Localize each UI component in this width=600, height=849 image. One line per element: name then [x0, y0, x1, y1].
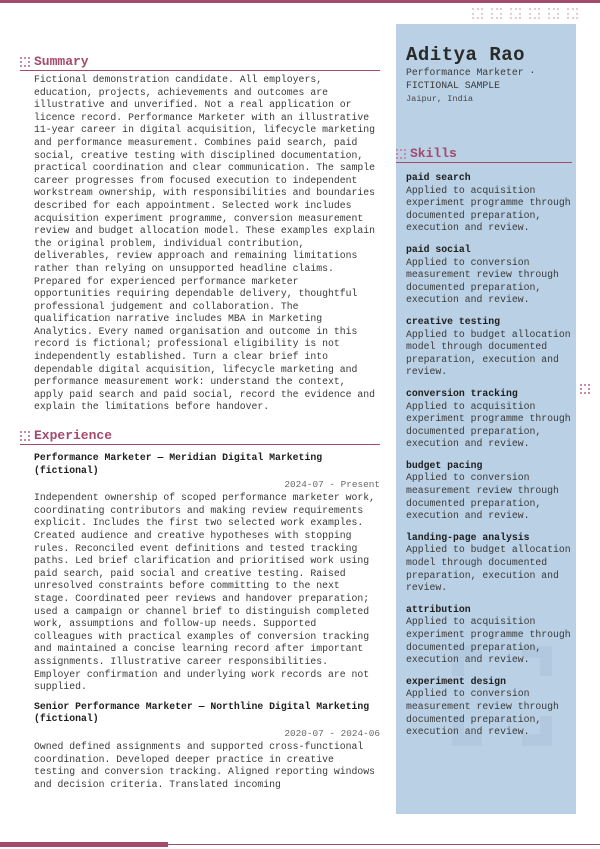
decorative-dot-icon [567, 8, 578, 19]
skills-section [396, 146, 572, 739]
section-marker-icon [20, 431, 30, 441]
candidate-location: Jaipur, India [406, 94, 474, 104]
skill-name: creative testing [406, 315, 501, 327]
summary-title: Summary [34, 54, 89, 69]
skill-item [406, 244, 572, 307]
skill-description: Applied to conversion measurement review through documented preparation, execution and review. [406, 472, 559, 522]
skill-name: landing-page analysis [406, 531, 530, 543]
skill-description: Applied to acquisition experiment programme through documented preparation, execution and review. [406, 616, 571, 666]
job-dates: 2020-07 - 2024-06 [284, 727, 380, 739]
skill-item [406, 172, 572, 235]
decorative-dot-icon [491, 8, 502, 19]
skill-name: paid social [406, 243, 471, 255]
job-entry [34, 701, 380, 792]
job-description: Independent ownership of scoped performance marketer work, coordinating contributors and making review requirements explicit. Includes the first two selected work examples. Created audience and creative hypotheses with stopping rules. Reconciled event definitions and tested tracking paths. Led brief clarification and prioritised work using paid search, paid social and creative testing. Raised unresolved constraints before committing to the next stage. Coordinated peer reviews and handover preparation; used a campaign or channel brief to distinguish completed work, assumptions and follow-up needs. Supported colleagues with practical examples of conversion tracking and maintained a concise learning record after important assignments. Illustrative career responsibilities. Employer confirmation and underlying work records are not supplied. [34, 492, 375, 693]
skill-item [406, 676, 572, 739]
skill-item [406, 388, 572, 451]
candidate-role: Performance Marketer · FICTIONAL SAMPLE [406, 67, 536, 91]
summary-heading [20, 54, 380, 71]
decorative-dot-icon [529, 8, 540, 19]
decorative-dot-icon [510, 8, 521, 19]
skill-item [406, 316, 572, 379]
skill-name: attribution [406, 603, 471, 615]
experience-title: Experience [34, 428, 113, 444]
decorative-corner-icon [580, 384, 590, 394]
skill-description: Applied to budget allocation model through documented preparation, execution and review. [406, 328, 571, 378]
skill-name: paid search [406, 172, 471, 183]
decorative-dot-icon [548, 8, 559, 19]
skill-description: Applied to conversion measurement review through documented preparation, execution and review. [406, 256, 559, 306]
sidebar [396, 24, 576, 814]
skill-description: Applied to acquisition experiment programme through documented preparation, execution and review. [406, 400, 571, 450]
section-marker-icon [396, 149, 406, 159]
job-title: Senior Performance Marketer — Northline Digital Marketing (fictional) [34, 700, 370, 725]
top-accent-bar [0, 0, 600, 3]
skill-name: budget pacing [406, 459, 483, 471]
skill-item [406, 460, 572, 523]
main-column [20, 54, 380, 791]
candidate-name: Aditya Rao [406, 44, 526, 66]
summary-text: Fictional demonstration candidate. All employers, education, projects, achievements and outcomes are illustrative and unverified. Not a real application or licence record. Performance Marketer with an illustrative 11-year career in digital acquisition, lifecycle marketing and performance measurement. Combines paid search, paid social, creative testing with disciplined documentation, practical coordination and clear communication. The sample career progresses from focused execution to independent workstream ownership, with responsibilities and boundaries described for each appointment. Selected work includes acquisition experiment programme, conversion measurement review and budget allocation model. These examples explain the original problem, individual contribution, deliverables, review approach and remaining limitations rather than relying on unsupported headline claims. Prepared for experienced performance marketer opportunities requiring dependable delivery, thoughtful professional judgement and collaboration. The qualification narrative includes MBA in Marketing Analytics. Every named organisation and outcome in this record is fictional; professional eligibility is not independently established. Turn a clear brief into dependable digital acquisition, lifecycle marketing and performance measurement work: understand the context, apply paid search and paid social, record the evidence and explain the limitations before handover. [34, 74, 375, 413]
experience-heading [20, 428, 380, 445]
job-entry [34, 452, 380, 694]
job-description: Owned defined assignments and supported cross-functional coordination. Developed deeper practice in creative testing and conversion tracking. Aligned reporting windows and decision criteria. Translated incoming [34, 740, 375, 790]
bottom-accent-bar [0, 842, 168, 847]
job-dates: 2024-07 - Present [284, 479, 380, 491]
skill-description: Applied to budget allocation model through documented preparation, execution and review. [406, 544, 571, 594]
section-marker-icon [20, 57, 30, 67]
skills-heading [396, 146, 572, 163]
decorative-dot-icon [472, 8, 483, 19]
decorative-dots [472, 8, 578, 19]
skill-description: Applied to conversion measurement review through documented preparation, execution and review. [406, 688, 559, 738]
skill-name: experiment design [406, 675, 506, 687]
bottom-accent-line [168, 844, 600, 845]
skill-item [406, 532, 572, 595]
skill-description: Applied to acquisition experiment programme through documented preparation, execution and review. [406, 184, 571, 234]
skill-item [406, 604, 572, 667]
job-title: Performance Marketer — Meridian Digital Marketing (fictional) [34, 452, 323, 476]
skill-name: conversion tracking [406, 387, 518, 399]
skills-title: Skills [410, 146, 457, 161]
